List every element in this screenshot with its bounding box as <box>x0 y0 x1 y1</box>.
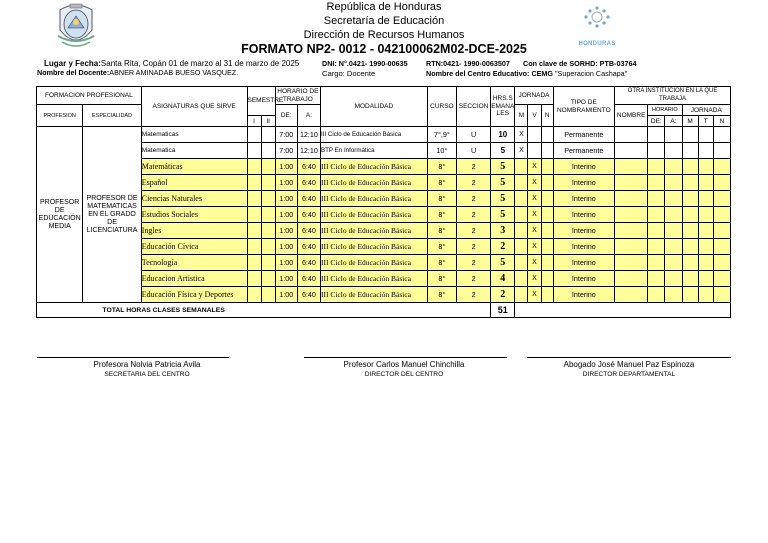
row-jornada-v: X <box>528 159 541 175</box>
total-row-empty <box>515 303 731 318</box>
row-otra-t <box>698 127 713 143</box>
row-jornada-n <box>541 255 553 271</box>
header-otra-institucion: OTRA INSTITUCION EN LA QUE TRABAJA <box>615 87 731 105</box>
row-sem-i <box>247 223 261 239</box>
row-sem-i <box>247 159 261 175</box>
row-sem-ii <box>261 223 275 239</box>
header-horario: HORARIO DE TRABAJO <box>275 87 320 105</box>
row-otra-m <box>682 239 698 255</box>
row-otra-de <box>648 159 665 175</box>
row-sem-ii <box>261 127 275 143</box>
header-directorate: Dirección de Recursos Humanos <box>303 29 465 41</box>
header-v: V <box>528 105 541 127</box>
row-otra-n <box>713 255 730 271</box>
row-jornada-n <box>541 239 553 255</box>
row-curso: 10° <box>427 143 456 159</box>
cargo-value: Cargo: Docente <box>322 69 376 78</box>
row-sem-ii <box>261 255 275 271</box>
row-hrs: 5 <box>491 255 515 271</box>
row-otra-a <box>665 175 682 191</box>
row-otra-nombre <box>615 159 648 175</box>
row-otra-a <box>665 191 682 207</box>
row-modalidad: III Ciclo de Educación Básica <box>321 127 428 143</box>
row-jornada-n <box>541 287 553 303</box>
row-otra-nombre <box>615 271 648 287</box>
row-otra-nombre <box>615 223 648 239</box>
row-modalidad: III Ciclo de Educación Básica <box>321 223 428 239</box>
honduras-logo-text: HONDURAS <box>578 41 616 47</box>
row-asignatura: Educación Cívica <box>141 239 247 255</box>
row-otra-a <box>665 207 682 223</box>
header-m: M <box>515 105 528 127</box>
docente-value: ABNER AMINADAB BUESO VASQUEZ. <box>109 68 239 77</box>
row-otra-t <box>698 191 713 207</box>
header-otra-de: DE: <box>648 116 665 127</box>
lugar-label: Lugar y Fecha: <box>44 59 101 68</box>
row-otra-de <box>648 143 665 159</box>
row-jornada-m: X <box>515 143 528 159</box>
header-modalidad: MODALIDAD <box>321 87 428 127</box>
header-otra-t: T <box>698 116 713 127</box>
row-modalidad: III Ciclo de Educación Básica <box>321 159 428 175</box>
row-modalidad: III Ciclo de Educación Básica <box>321 287 428 303</box>
row-curso: 8° <box>427 239 456 255</box>
row-de: 7:00 <box>275 127 297 143</box>
signature-line-director-departamental <box>527 357 731 358</box>
row-sem-i <box>247 239 261 255</box>
row-jornada-n <box>541 207 553 223</box>
row-tipo: Interino <box>553 191 614 207</box>
row-curso: 8° <box>427 223 456 239</box>
row-otra-nombre <box>615 127 648 143</box>
row-otra-a <box>665 287 682 303</box>
row-asignatura: Matematica <box>141 143 247 159</box>
row-a: 6:40 <box>297 223 320 239</box>
row-otra-de <box>648 127 665 143</box>
row-otra-n <box>713 191 730 207</box>
row-otra-nombre <box>615 239 648 255</box>
header-sem-i: I <box>247 116 261 127</box>
row-sem-i <box>247 127 261 143</box>
row-asignatura: Ingles <box>141 223 247 239</box>
header-otra-n: N <box>713 116 730 127</box>
row-otra-de <box>648 287 665 303</box>
row-de: 1:00 <box>275 191 297 207</box>
row-tipo: Interino <box>553 255 614 271</box>
especialidad-cell: PROFESOR DE MATEMATICAS EN EL GRADO DE LICENCIATURA <box>83 127 141 303</box>
row-tipo: Interino <box>553 175 614 191</box>
row-curso: 8° <box>427 271 456 287</box>
row-asignatura: Matemáticas <box>141 159 247 175</box>
row-hrs: 2 <box>491 287 515 303</box>
row-jornada-v: X <box>528 287 541 303</box>
row-jornada-v: X <box>528 271 541 287</box>
row-hrs: 5 <box>491 159 515 175</box>
row-otra-m <box>682 287 698 303</box>
row-sem-ii <box>261 207 275 223</box>
row-otra-nombre <box>615 143 648 159</box>
row-jornada-v: X <box>528 223 541 239</box>
centro-line <box>426 69 627 79</box>
row-otra-de <box>648 255 665 271</box>
row-jornada-m <box>515 207 528 223</box>
row-jornada-m <box>515 191 528 207</box>
row-jornada-m <box>515 159 528 175</box>
row-jornada-v: X <box>528 255 541 271</box>
profesion-cell: PROFESOR DE EDUCACIÓN MEDIA <box>37 127 83 303</box>
row-otra-t <box>698 175 713 191</box>
row-otra-m <box>682 175 698 191</box>
row-modalidad: III Ciclo de Educación Básica <box>321 255 428 271</box>
row-asignatura: Ciencias Naturales <box>141 191 247 207</box>
row-tipo: Permanente <box>553 127 614 143</box>
header-otra-horario: HORARIO <box>648 105 682 116</box>
signature-role-director-centro: DIRECTOR DEL CENTRO <box>364 371 444 378</box>
row-a: 6:40 <box>297 207 320 223</box>
document-title: FORMATO NP2- 0012 - 042100062M02-DCE-2025 <box>241 42 527 56</box>
header-de: DE: <box>275 105 297 127</box>
row-otra-m <box>682 191 698 207</box>
header-sem-ii: II <box>261 116 275 127</box>
row-de: 1:00 <box>275 255 297 271</box>
row-asignatura: Estudios Sociales <box>141 207 247 223</box>
total-hours-label: TOTAL HORAS CLASES SEMANALES <box>37 303 491 318</box>
total-hours-value: 51 <box>491 303 515 318</box>
signature-line-director-centro <box>304 357 507 358</box>
row-a: 6:40 <box>297 175 320 191</box>
row-asignatura: Tecnología <box>141 255 247 271</box>
row-jornada-v: X <box>528 175 541 191</box>
row-modalidad: BTP En Informática <box>321 143 428 159</box>
row-a: 12:10 <box>297 143 320 159</box>
row-jornada-v: X <box>528 207 541 223</box>
row-jornada-m <box>515 271 528 287</box>
header-a: A: <box>297 105 320 127</box>
row-modalidad: III Ciclo de Educación Básica <box>321 207 428 223</box>
row-jornada-n <box>541 127 553 143</box>
row-otra-m <box>682 143 698 159</box>
row-sem-i <box>247 255 261 271</box>
row-jornada-v: X <box>528 239 541 255</box>
row-otra-de <box>648 271 665 287</box>
row-seccion: 2 <box>456 223 490 239</box>
row-a: 6:40 <box>297 239 320 255</box>
row-jornada-m <box>515 175 528 191</box>
row-sem-i <box>247 175 261 191</box>
row-sem-i <box>247 287 261 303</box>
row-otra-a <box>665 239 682 255</box>
row-sem-ii <box>261 239 275 255</box>
row-otra-m <box>682 223 698 239</box>
row-seccion: 2 <box>456 271 490 287</box>
row-otra-n <box>713 223 730 239</box>
row-hrs: 5 <box>491 191 515 207</box>
header-especialidad: ESPECIALIDAD <box>83 105 141 127</box>
header-semestre: SEMESTRE <box>247 87 275 116</box>
sorhd-value: Con clave de SORHD: PTB-03764 <box>523 59 637 68</box>
row-tipo: Interino <box>553 287 614 303</box>
row-modalidad: III Ciclo de Educación Básica <box>321 175 428 191</box>
signature-line-secretaria <box>37 357 229 358</box>
row-hrs: 4 <box>491 271 515 287</box>
row-tipo: Interino <box>553 223 614 239</box>
row-sem-i <box>247 143 261 159</box>
row-jornada-v: X <box>528 191 541 207</box>
lugar-value: Santa Rita, Copán 01 de marzo al 31 de marzo de 2025 <box>100 59 300 68</box>
row-otra-de <box>648 207 665 223</box>
row-curso: 8° <box>427 207 456 223</box>
assignment-table <box>36 86 731 318</box>
row-otra-n <box>713 287 730 303</box>
row-jornada-n <box>541 175 553 191</box>
row-otra-t <box>698 287 713 303</box>
dni-value: DNI: N°.0421- 1990-00635 <box>322 59 408 68</box>
row-asignatura: Matematicas <box>141 127 247 143</box>
row-a: 6:40 <box>297 159 320 175</box>
row-otra-n <box>713 239 730 255</box>
row-jornada-n <box>541 159 553 175</box>
row-jornada-n <box>541 223 553 239</box>
rtn-value: RTN:0421- 1990-0063507 <box>426 59 510 68</box>
row-jornada-m: X <box>515 127 528 143</box>
row-otra-nombre <box>615 207 648 223</box>
row-otra-de <box>648 223 665 239</box>
row-seccion: U <box>456 143 490 159</box>
row-sem-ii <box>261 159 275 175</box>
header-hrs-semanales: HRS.SEMANALES <box>491 87 515 127</box>
row-curso: 8° <box>427 287 456 303</box>
row-jornada-n <box>541 271 553 287</box>
row-curso: 8° <box>427 159 456 175</box>
row-a: 6:40 <box>297 287 320 303</box>
row-tipo: Interino <box>553 207 614 223</box>
row-de: 1:00 <box>275 239 297 255</box>
row-de: 1:00 <box>275 207 297 223</box>
row-tipo: Interino <box>553 159 614 175</box>
centro-code: CEMG <box>531 69 553 78</box>
row-seccion: 2 <box>456 191 490 207</box>
row-otra-m <box>682 271 698 287</box>
header-otra-jornada: JORNADA <box>682 105 731 116</box>
row-sem-ii <box>261 287 275 303</box>
row-jornada-v <box>528 143 541 159</box>
signature-role-secretaria: SECRETARIA DEL CENTRO <box>104 371 190 378</box>
row-hrs: 5 <box>491 207 515 223</box>
row-de: 1:00 <box>275 175 297 191</box>
row-otra-t <box>698 207 713 223</box>
row-otra-n <box>713 207 730 223</box>
row-a: 6:40 <box>297 271 320 287</box>
row-tipo: Interino <box>553 271 614 287</box>
row-otra-m <box>682 207 698 223</box>
row-seccion: U <box>456 127 490 143</box>
row-tipo: Interino <box>553 239 614 255</box>
row-jornada-m <box>515 223 528 239</box>
row-otra-a <box>665 127 682 143</box>
row-curso: 7°,9° <box>427 127 456 143</box>
row-sem-i <box>247 271 261 287</box>
header-asignaturas: ASIGNATURAS QUE SIRVE <box>141 87 247 127</box>
row-jornada-m <box>515 287 528 303</box>
row-de: 1:00 <box>275 287 297 303</box>
row-seccion: 2 <box>456 287 490 303</box>
row-de: 1:00 <box>275 223 297 239</box>
row-otra-nombre <box>615 287 648 303</box>
row-seccion: 2 <box>456 239 490 255</box>
row-hrs: 3 <box>491 223 515 239</box>
row-otra-t <box>698 143 713 159</box>
row-sem-ii <box>261 191 275 207</box>
header-otra-a: A: <box>665 116 682 127</box>
row-de: 7:00 <box>275 143 297 159</box>
row-sem-i <box>247 207 261 223</box>
row-jornada-v <box>528 127 541 143</box>
row-de: 1:00 <box>275 159 297 175</box>
header-secretariat: Secretaría de Educación <box>323 15 445 27</box>
docente-line <box>37 68 238 78</box>
row-jornada-m <box>515 239 528 255</box>
row-otra-de <box>648 239 665 255</box>
row-otra-t <box>698 223 713 239</box>
row-a: 6:40 <box>297 255 320 271</box>
row-curso: 8° <box>427 255 456 271</box>
row-otra-de <box>648 175 665 191</box>
row-a: 12:10 <box>297 127 320 143</box>
row-sem-i <box>247 191 261 207</box>
row-seccion: 2 <box>456 175 490 191</box>
row-hrs: 5 <box>491 175 515 191</box>
row-modalidad: III Ciclo de Educación Básica <box>321 239 428 255</box>
row-asignatura: Educación Física y Deportes <box>141 287 247 303</box>
row-a: 6:40 <box>297 191 320 207</box>
row-asignatura: Educacion Artistica <box>141 271 247 287</box>
row-jornada-n <box>541 191 553 207</box>
signature-role-director-departamental: DIRECTOR DEPARTAMENTAL <box>582 371 676 378</box>
signature-name-secretaria: Profesora Nolvia Patricia Avila <box>93 360 201 369</box>
row-curso: 8° <box>427 191 456 207</box>
header-tipo-nombramiento: TIPO DE NOMBRAMIENTO <box>553 87 614 127</box>
row-hrs: 10 <box>491 127 515 143</box>
docente-label: Nombre del Docente: <box>37 68 110 77</box>
header-seccion: SECCION <box>456 87 490 127</box>
row-otra-nombre <box>615 191 648 207</box>
header-profesion: PROFESION <box>37 105 83 127</box>
centro-label: Nombre del Centro Educativo: <box>426 69 530 78</box>
row-otra-nombre <box>615 255 648 271</box>
row-jornada-m <box>515 255 528 271</box>
row-curso: 8° <box>427 175 456 191</box>
row-otra-a <box>665 255 682 271</box>
row-modalidad: III Ciclo de Educación Básica <box>321 191 428 207</box>
signature-name-director-centro: Profesor Carlos Manuel Chinchilla <box>343 360 465 369</box>
row-otra-t <box>698 239 713 255</box>
row-otra-a <box>665 143 682 159</box>
row-hrs: 5 <box>491 143 515 159</box>
row-otra-m <box>682 127 698 143</box>
row-otra-n <box>713 143 730 159</box>
row-sem-ii <box>261 175 275 191</box>
row-asignatura: Español <box>141 175 247 191</box>
row-otra-a <box>665 271 682 287</box>
row-otra-n <box>713 175 730 191</box>
row-modalidad: III Ciclo de Educación Básica <box>321 271 428 287</box>
row-otra-n <box>713 127 730 143</box>
row-otra-n <box>713 271 730 287</box>
header-republic: República de Honduras <box>326 1 442 13</box>
row-seccion: 2 <box>456 255 490 271</box>
row-hrs: 2 <box>491 239 515 255</box>
row-tipo: Permanente <box>553 143 614 159</box>
row-otra-a <box>665 223 682 239</box>
header-jornada: JORNADA <box>515 87 553 105</box>
centro-name: "Superacion Cashapa" <box>555 69 628 78</box>
row-otra-de <box>648 191 665 207</box>
header-formacion: FORMACION PROFESIONAL <box>37 87 142 105</box>
header-otra-m: M <box>682 116 698 127</box>
header-curso: CURSO <box>427 87 456 127</box>
signature-name-director-departamental: Abogado José Manuel Paz Espinoza <box>563 360 695 369</box>
row-otra-n <box>713 159 730 175</box>
row-otra-t <box>698 271 713 287</box>
header-n: N <box>541 105 553 127</box>
row-seccion: 2 <box>456 159 490 175</box>
row-sem-ii <box>261 271 275 287</box>
row-otra-t <box>698 159 713 175</box>
row-jornada-n <box>541 143 553 159</box>
row-sem-ii <box>261 143 275 159</box>
row-otra-nombre <box>615 175 648 191</box>
row-otra-m <box>682 255 698 271</box>
row-de: 1:00 <box>275 271 297 287</box>
row-otra-a <box>665 159 682 175</box>
row-seccion: 2 <box>456 207 490 223</box>
header-otra-nombre: NOMBRE <box>615 105 648 127</box>
row-otra-t <box>698 255 713 271</box>
row-otra-m <box>682 159 698 175</box>
